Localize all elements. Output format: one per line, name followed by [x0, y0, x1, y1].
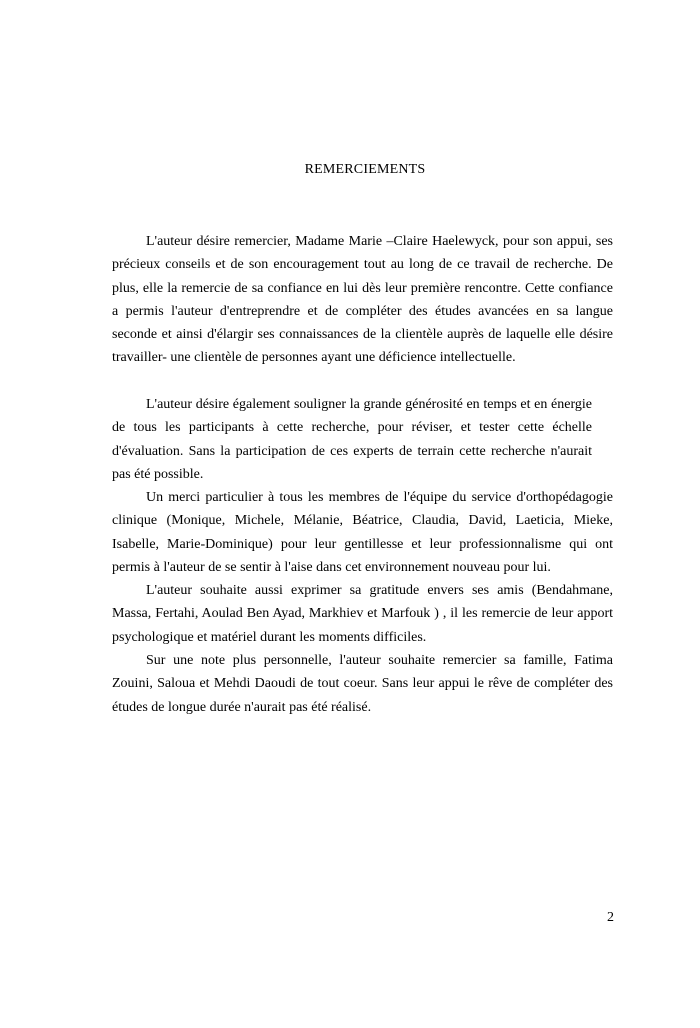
- page-title: REMERCIEMENTS: [304, 162, 426, 177]
- paragraph-block-1: [112, 230, 613, 370]
- paragraph-advisor-thanks: L'auteur désire remercier, Madame Marie –Claire Haelewyck, pour son appui, ses précieux conseils et de son encouragement tout au long de ce travail de recherche. De plus, elle la remercie de sa confiance en lui dès leur première rencontre. Cette confiance a permis l'auteur d'entreprendre et de compléter des études avancées en sa langue seconde et ainsi d'élargir ses connaissances de la clientèle auprès de laquelle elle désire travailler- une clientèle de personnes ayant une déficience intellectuelle.: [112, 234, 613, 366]
- paragraph-block-3: [112, 486, 613, 719]
- paragraph-participants-thanks: L'auteur désire également souligner la grande générosité en temps et en énergie de tous les participants à cette recherche, pour réviser, et tester cette échelle d'évaluation. Sans la participation de ces experts de terrain cette recherche n'aurait pas été possible.: [112, 397, 592, 482]
- paragraph-family-thanks: Sur une note plus personnelle, l'auteur souhaite remercier sa famille, Fatima Zouini, Saloua et Mehdi Daoudi de tout coeur. Sans leur appui le rêve de compléter des études de longue durée n'aurait pas été réalisé.: [112, 653, 613, 715]
- paragraph-team-thanks: Un merci particulier à tous les membres de l'équipe du service d'orthopédagogie clinique (Monique, Michele, Mélanie, Béatrice, Claudia, David, Laeticia, Mieke, Isabelle, Marie-Dominique) pour leur gentillesse et leur professionnalisme qui ont permis à l'auteur de se sentir à l'aise dans cet environnement nouveau pour lui.: [112, 490, 613, 575]
- page-number: 2: [607, 910, 614, 925]
- paragraph-friends-thanks: L'auteur souhaite aussi exprimer sa gratitude envers ses amis (Bendahmane, Massa, Fertahi, Aoulad Ben Ayad, Markhiev et Marfouk ) , il les remercie de leur apport psychologique et matériel durant les moments difficiles.: [112, 583, 613, 645]
- paragraph-block-2: [112, 393, 592, 486]
